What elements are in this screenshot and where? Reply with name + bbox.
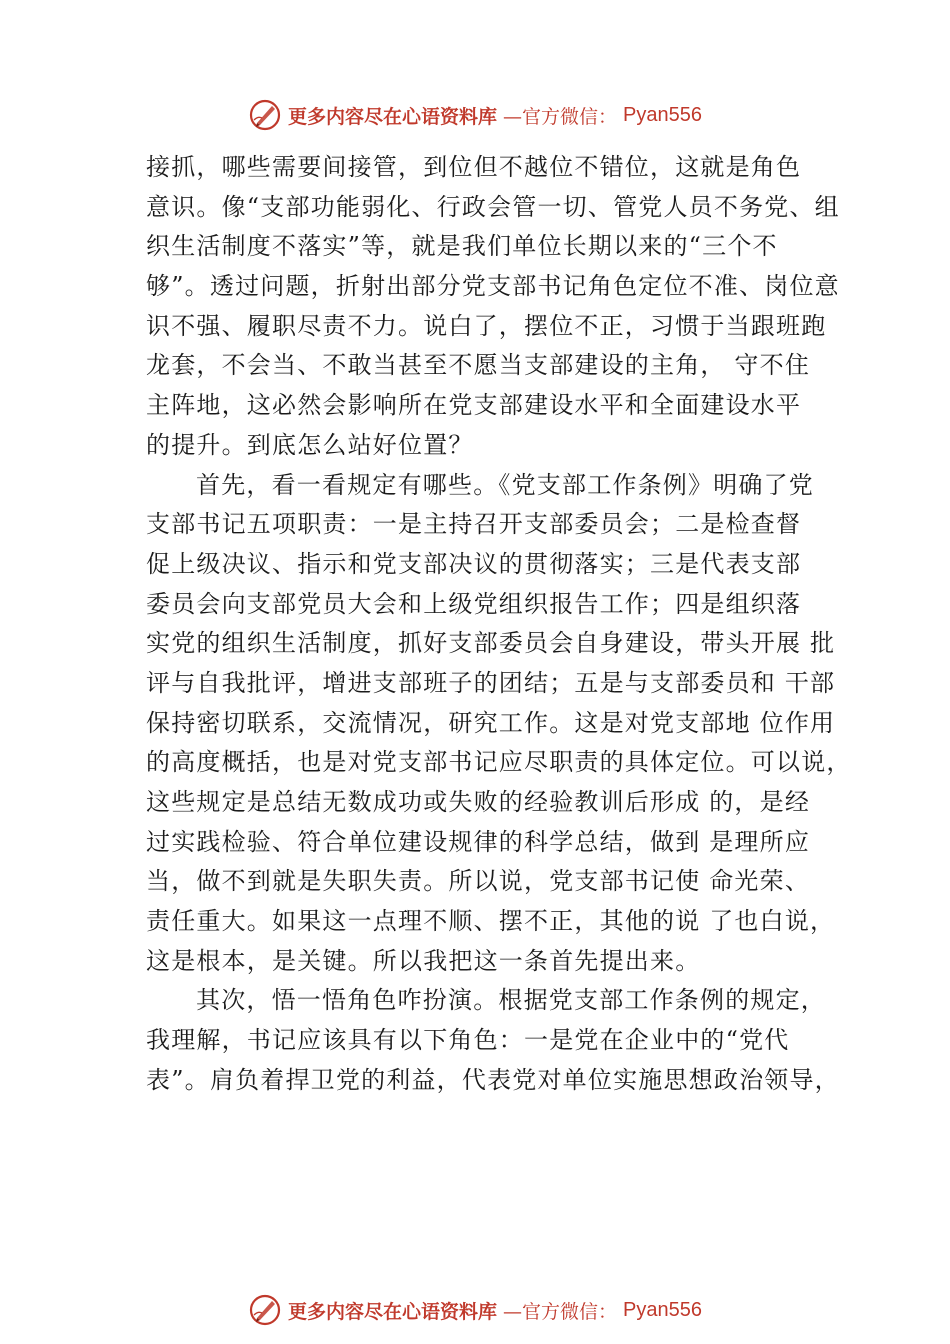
text-line: 主阵地，这必然会影响所在党支部建设水平和全面建设水平 — [146, 391, 802, 420]
text-line: 这些规定是总结无数成功或失败的经验教训后形成 的，是经 — [146, 788, 811, 816]
text-line: 保持密切联系，交流情况，研究工作。这是对党支部地 位作用 — [146, 708, 836, 737]
document-body — [146, 148, 852, 1101]
text-line: 委员会向支部党员大会和上级党组织报告工作；四是组织落 — [146, 589, 802, 618]
footer-wechat-id: Pyan556 — [623, 1298, 702, 1321]
text-line: 这是根本，是关键。所以我把这一条首先提出来。 — [146, 946, 701, 975]
text-line: 实党的组织生活制度，抓好支部委员会自身建设，带头开展 批 — [146, 629, 836, 658]
text-line: 织生活制度不落实”等，就是我们单位长期以来的“三个不 — [146, 232, 778, 261]
text-line: 龙套，不会当、不敢当甚至不愿当支部建设的主角， 守不住 — [146, 351, 811, 380]
text-line: 够”。透过问题，折射出部分党支部书记角色定位不准、岗位意 — [146, 272, 840, 301]
text-line: 意识。像“支部功能弱化、行政会管一切、管党人员不务党、组 — [146, 192, 840, 221]
paragraph-first-line: 其次，悟一悟角色咋扮演。根据党支部工作条例的规定， — [196, 986, 826, 1015]
text-line: 促上级决议、指示和党支部决议的贯彻落实；三是代表支部 — [146, 549, 802, 578]
header-wechat-id: Pyan556 — [623, 103, 702, 126]
header-brand-text: 更多内容尽在心语资料库 — [288, 105, 498, 128]
text-line: 我理解，书记应该具有以下角色：一是党在企业中的“党代 — [146, 1026, 790, 1055]
text-line: 接抓，哪些需要间接管，到位但不越位不错位，这就是角色 — [146, 153, 802, 181]
text-line: 评与自我批评，增进支部班子的团结；五是与支部委员和 干部 — [146, 668, 836, 697]
header-banner — [0, 95, 950, 135]
text-line: 支部书记五项职责：一是主持召开支部委员会；二是检查督 — [146, 510, 802, 539]
text-line: 的高度概括，也是对党支部书记应尽职责的具体定位。可以说， — [146, 748, 852, 777]
footer-brand-text: 更多内容尽在心语资料库 — [288, 1300, 498, 1323]
footer-wechat-label: —官方微信： — [503, 1300, 618, 1323]
paragraph-first-line: 首先，看一看规定有哪些。《党支部工作条例》明确了党 — [196, 470, 814, 499]
text-line: 表”。肩负着捍卫党的利益，代表党对单位实施思想政治领导， — [146, 1065, 840, 1094]
pen-logo-icon — [248, 98, 282, 132]
header-wechat-label: —官方微信： — [503, 105, 618, 128]
text-line: 识不强、履职尽责不力。说白了，摆位不正，习惯于当跟班跑 — [146, 311, 827, 340]
text-line: 的提升。到底怎么站好位置？ — [146, 430, 474, 459]
text-line: 责任重大。如果这一点理不顺、摆不正，其他的说 了也白说， — [146, 907, 836, 936]
footer-banner — [0, 1290, 950, 1330]
pen-logo-icon — [248, 1293, 282, 1327]
text-line: 过实践检验、符合单位建设规律的科学总结，做到 是理所应 — [146, 827, 811, 856]
text-line: 当，做不到就是失职失责。所以说，党支部书记使 命光荣、 — [146, 867, 811, 896]
